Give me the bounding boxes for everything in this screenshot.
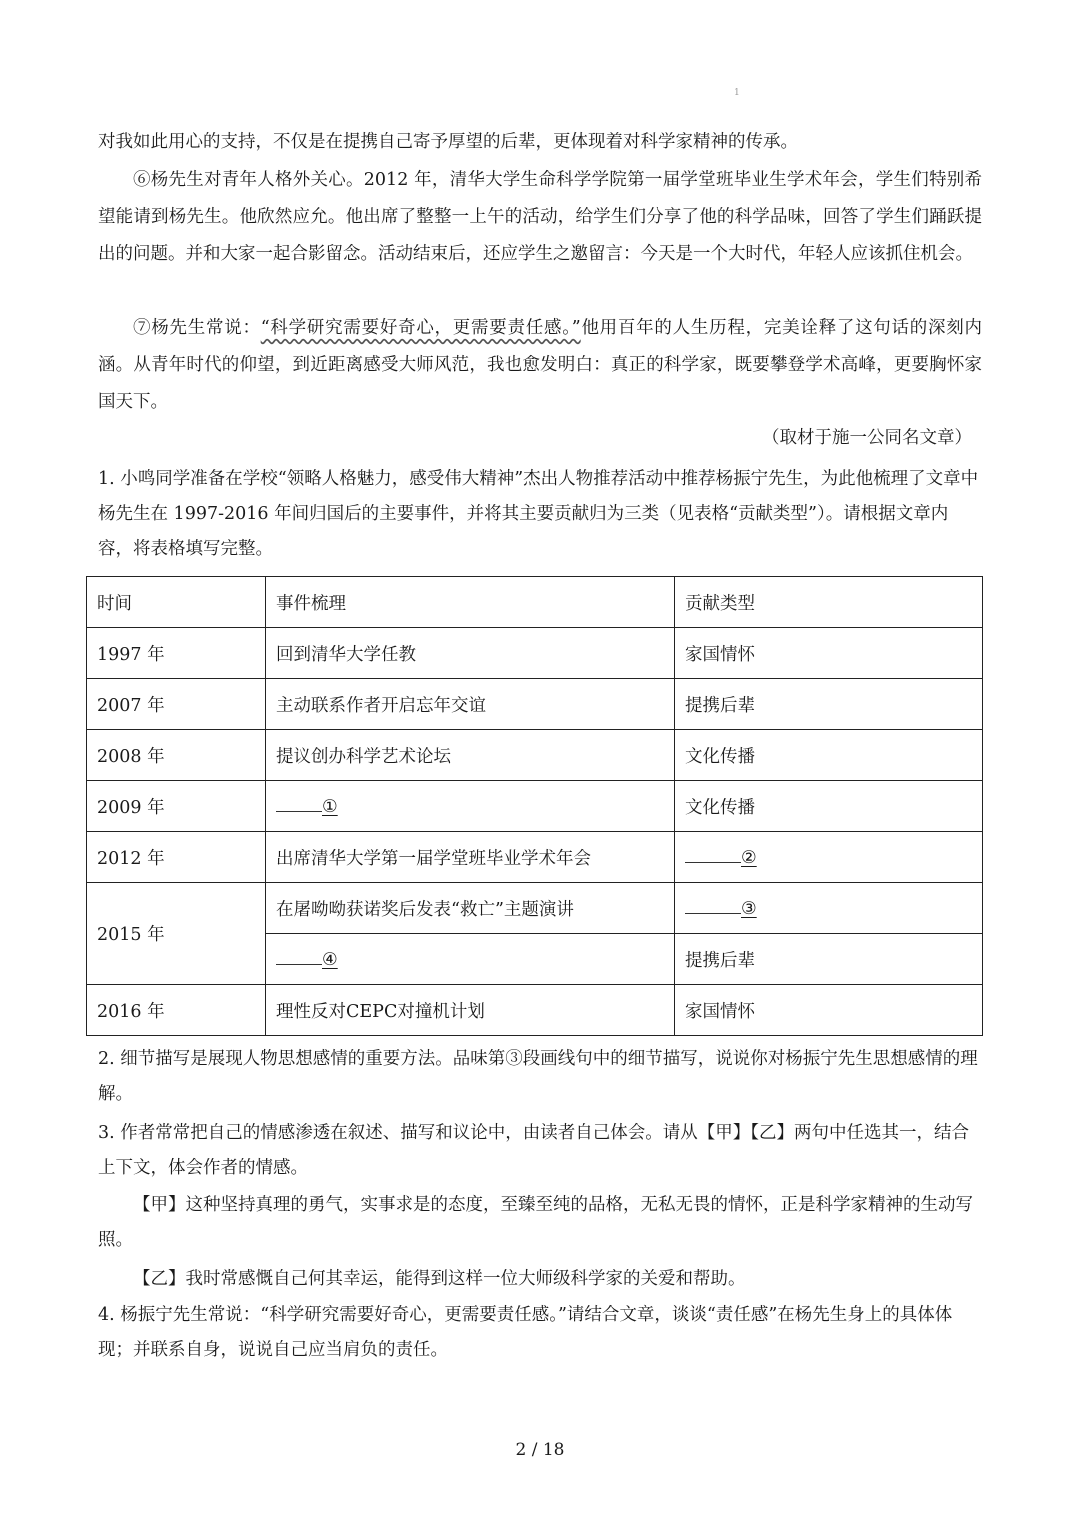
paragraph-continued: 对我如此用心的支持，不仅是在提携自己寄予厚望的后辈，更体现着对科学家精神的传承。	[98, 132, 798, 152]
table-header-row	[87, 577, 983, 628]
page-top-mark: 1	[734, 88, 740, 98]
cell-event: 出席清华大学第一届学堂班毕业学术年会	[266, 832, 675, 883]
blank-number: ③	[741, 899, 757, 919]
cell-event: 主动联系作者开启忘年交谊	[266, 679, 675, 730]
cell-event: 提议创办科学艺术论坛	[266, 730, 675, 781]
cell-contribution: 家国情怀	[675, 985, 983, 1036]
cell-time: 1997 年	[87, 628, 266, 679]
table-row	[87, 628, 983, 679]
fill-blank-line	[276, 795, 322, 812]
table-row	[87, 985, 983, 1036]
blank-number: ①	[322, 797, 338, 817]
fill-blank-line	[685, 897, 741, 914]
cell-time: 2015 年	[87, 883, 266, 985]
header-time: 时间	[87, 577, 266, 628]
cell-contribution-blank[interactable]	[675, 883, 983, 934]
cell-event: 理性反对CEPC对撞机计划	[266, 985, 675, 1036]
page-number: 2 / 18	[515, 1440, 565, 1460]
cell-contribution: 文化传播	[675, 781, 983, 832]
cell-time: 2012 年	[87, 832, 266, 883]
cell-contribution-blank[interactable]	[675, 832, 983, 883]
cell-time: 2008 年	[87, 730, 266, 781]
cell-time: 2007 年	[87, 679, 266, 730]
cell-contribution: 提携后辈	[675, 679, 983, 730]
cell-time: 2009 年	[87, 781, 266, 832]
paragraph-7-quote-underlined: “科学研究需要好奇心，更需要责任感。”	[260, 318, 581, 338]
blank-number: ④	[322, 950, 338, 970]
question-4: 4. 杨振宁先生常说：“科学研究需要好奇心，更需要责任感。”请结合文章，谈谈“责任感”在杨先生身上的具体体现；并联系自身，说说自己应当肩负的责任。	[98, 1305, 953, 1360]
cell-time: 2016 年	[87, 985, 266, 1036]
paragraph-7-prefix: ⑦杨先生常说：	[133, 318, 261, 338]
question-3-sentence-jia: 【甲】这种坚持真理的勇气，实事求是的态度，至臻至纯的品格，无私无畏的情怀，正是科学家精神的生动写照。	[98, 1195, 973, 1250]
table-row	[87, 730, 983, 781]
header-event: 事件梳理	[266, 577, 675, 628]
cell-contribution: 文化传播	[675, 730, 983, 781]
paragraph-7	[98, 310, 982, 421]
question-2: 2. 细节描写是展现人物思想感情的重要方法。品味第③段画线句中的细节描写，说说你对杨振宁先生思想感情的理解。	[98, 1049, 978, 1104]
table-row	[87, 679, 983, 730]
paragraph-7-rest: 他用百年的人生历程，完美诠释了这句话的深刻内涵。从青年时代的仰望，到近距离感受大师风范，我也愈发明白：真正的科学家，既要攀登学术高峰，更要胸怀家国天下。	[98, 318, 983, 412]
question-3-sentence-yi: 【乙】我时常感慨自己何其幸运，能得到这样一位大师级科学家的关爱和帮助。	[133, 1269, 746, 1289]
events-table	[86, 576, 983, 1036]
fill-blank-line	[685, 846, 741, 863]
blank-number: ②	[741, 848, 757, 868]
cell-event: 在屠呦呦获诺奖后发表“救亡”主题演讲	[266, 883, 675, 934]
table-row	[87, 883, 983, 934]
paragraph-6: ⑥杨先生对青年人格外关心。2012 年，清华大学生命科学学院第一届学堂班毕业生学术年会，学生们特别希望能请到杨先生。他欣然应允。他出席了整整一上午的活动，给学生们分享了他的科学品味，回答了学生们踊跃提出的问题。并和大家一起合影留念。活动结束后，还应学生之邀留言：今天是一个大时代，年轻人应该抓住机会。	[98, 170, 982, 264]
cell-contribution: 提携后辈	[675, 934, 983, 985]
header-contribution: 贡献类型	[675, 577, 983, 628]
table-row	[87, 832, 983, 883]
question-1: 1. 小鸣同学准备在学校“领略人格魅力，感受伟大精神”杰出人物推荐活动中推荐杨振宁先生，为此他梳理了文章中杨先生在 1997-2016 年间归国后的主要事件，并将其主要贡献归为三类（见表格“贡献类型”）。请根据文章内容，将表格填写完整。	[98, 469, 979, 559]
fill-blank-line	[276, 948, 322, 965]
cell-event-blank[interactable]	[266, 934, 675, 985]
cell-contribution: 家国情怀	[675, 628, 983, 679]
table-row	[87, 781, 983, 832]
source-note: （取材于施一公同名文章）	[762, 428, 972, 448]
question-3: 3. 作者常常把自己的情感渗透在叙述、描写和议论中，由读者自己体会。请从【甲】【乙】两句中任选其一，结合上下文，体会作者的情感。	[98, 1123, 970, 1178]
cell-event-blank[interactable]	[266, 781, 675, 832]
cell-event: 回到清华大学任教	[266, 628, 675, 679]
